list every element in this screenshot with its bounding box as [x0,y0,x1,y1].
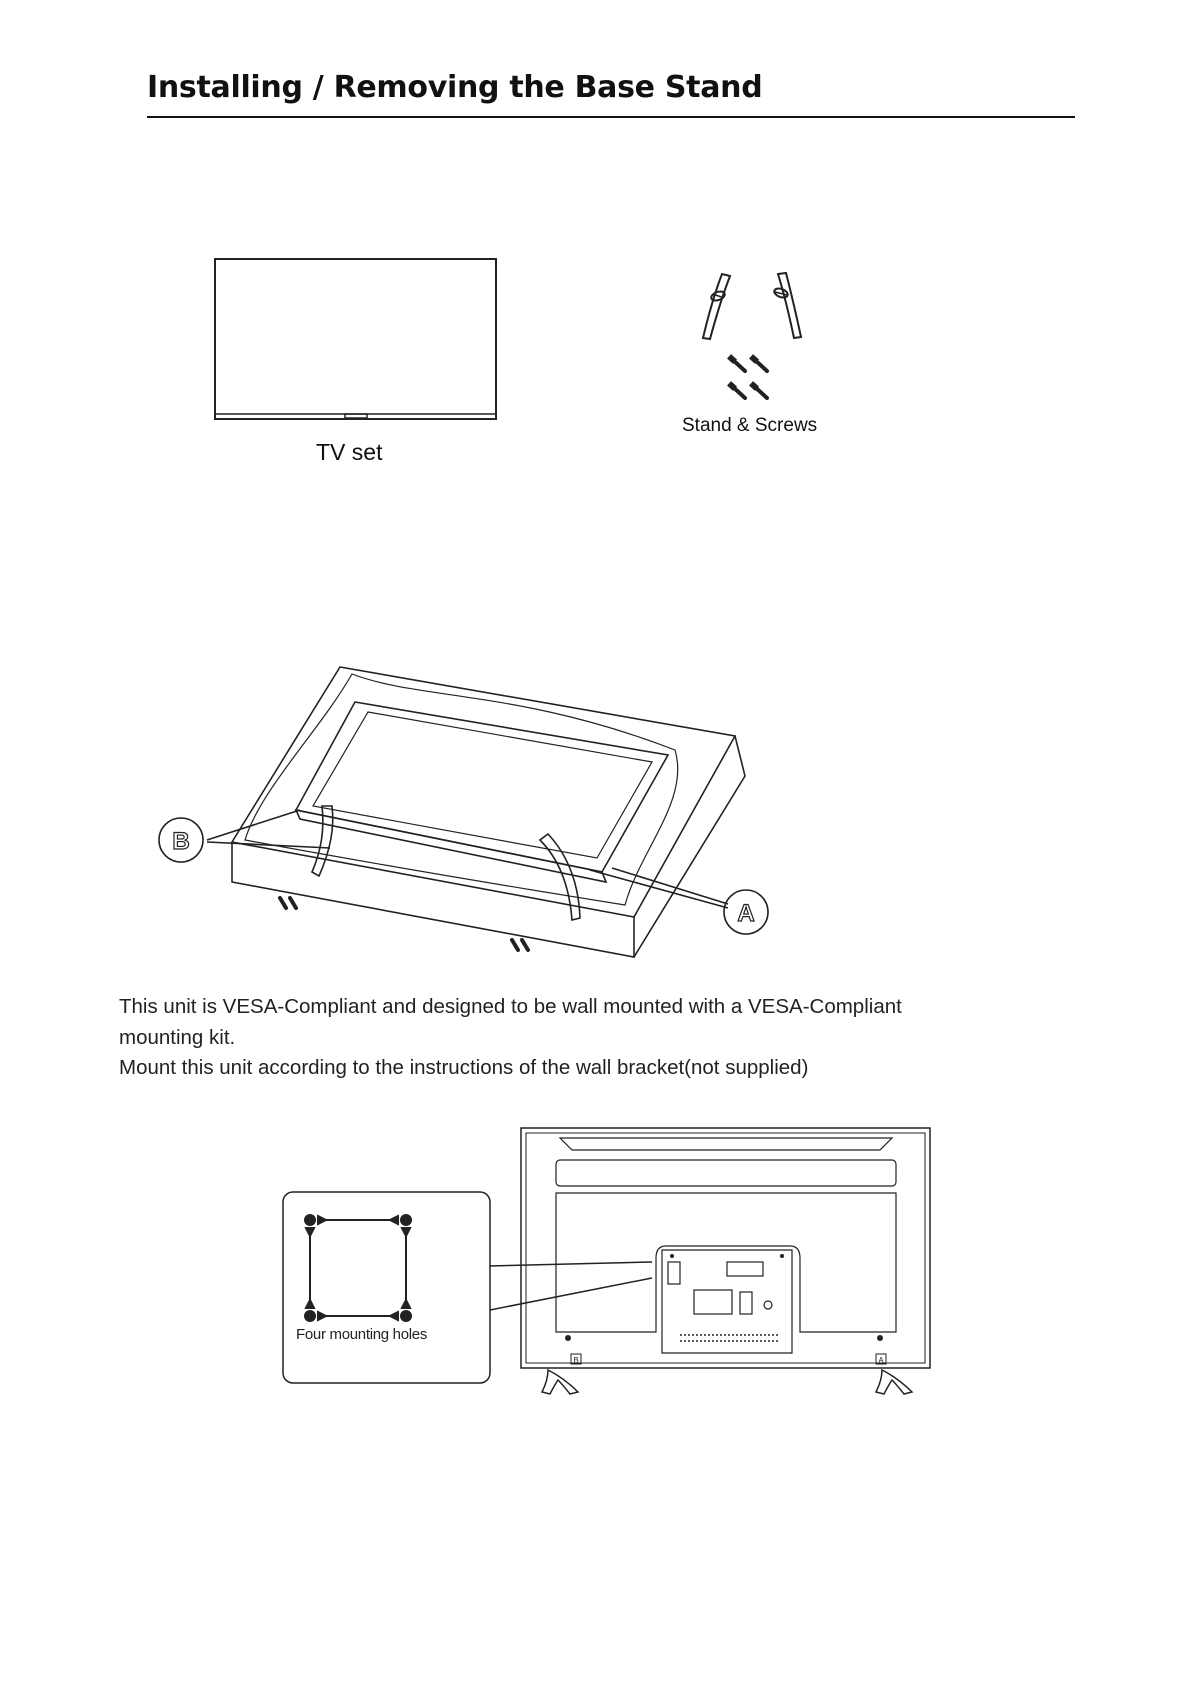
tv-back-center-module [662,1250,792,1353]
vesa-description [119,992,1019,1084]
label-a: A [737,900,755,927]
tv-back-outer [296,702,668,872]
tv-back-main-panel [556,1193,896,1332]
screws [733,360,767,398]
install-leg-b [312,806,333,876]
tv-logo [345,414,367,418]
vesa-line-3: Mount this unit according to the instructions of the wall bracket(not supplied) [119,1056,809,1079]
cushion-side [634,736,745,957]
label-a-circle [724,890,768,934]
stand-leg-left [703,274,730,339]
vesa-line-1: This unit is VESA-Compliant and designed to be wall mounted with a VESA-Compliant [119,995,902,1018]
tv-back-frame [521,1128,930,1368]
soft-cloth [245,674,678,905]
holes-callout-box [283,1192,490,1383]
tv-back-stand-right [876,1370,912,1394]
hole-top-left [305,1215,315,1225]
stand-leg-right [773,273,801,338]
hole-bottom-right [401,1311,411,1321]
tv-back-stand-left [542,1370,578,1394]
four-mounting-holes-label: Four mounting holes [296,1326,428,1343]
page-title: Installing / Removing the Base Stand [147,70,763,105]
label-b: B [172,828,190,855]
title-underline [147,116,1075,118]
install-leg-a [540,834,580,920]
tv-bottom-edge [296,810,606,882]
install-screws [280,898,528,950]
cushion-top [232,667,735,917]
screw-4 [755,387,767,398]
hole-bottom-left [305,1311,315,1321]
cushion-front [232,842,634,957]
tv-frame [215,259,496,419]
screw-2 [755,360,767,371]
hole-top-right [401,1215,411,1225]
tv-set-caption: TV set [316,439,383,465]
stand-mark-right: A [878,1356,884,1365]
screw-1 [733,360,745,371]
stand-screws-caption: Stand & Screws [682,415,818,436]
stand-mark-left: B [573,1356,579,1365]
mounting-holes [305,1215,411,1321]
label-b-circle [159,818,203,862]
vesa-line-2: mounting kit. [119,1025,236,1049]
tv-back-inner [313,712,652,858]
screw-3 [733,387,745,398]
